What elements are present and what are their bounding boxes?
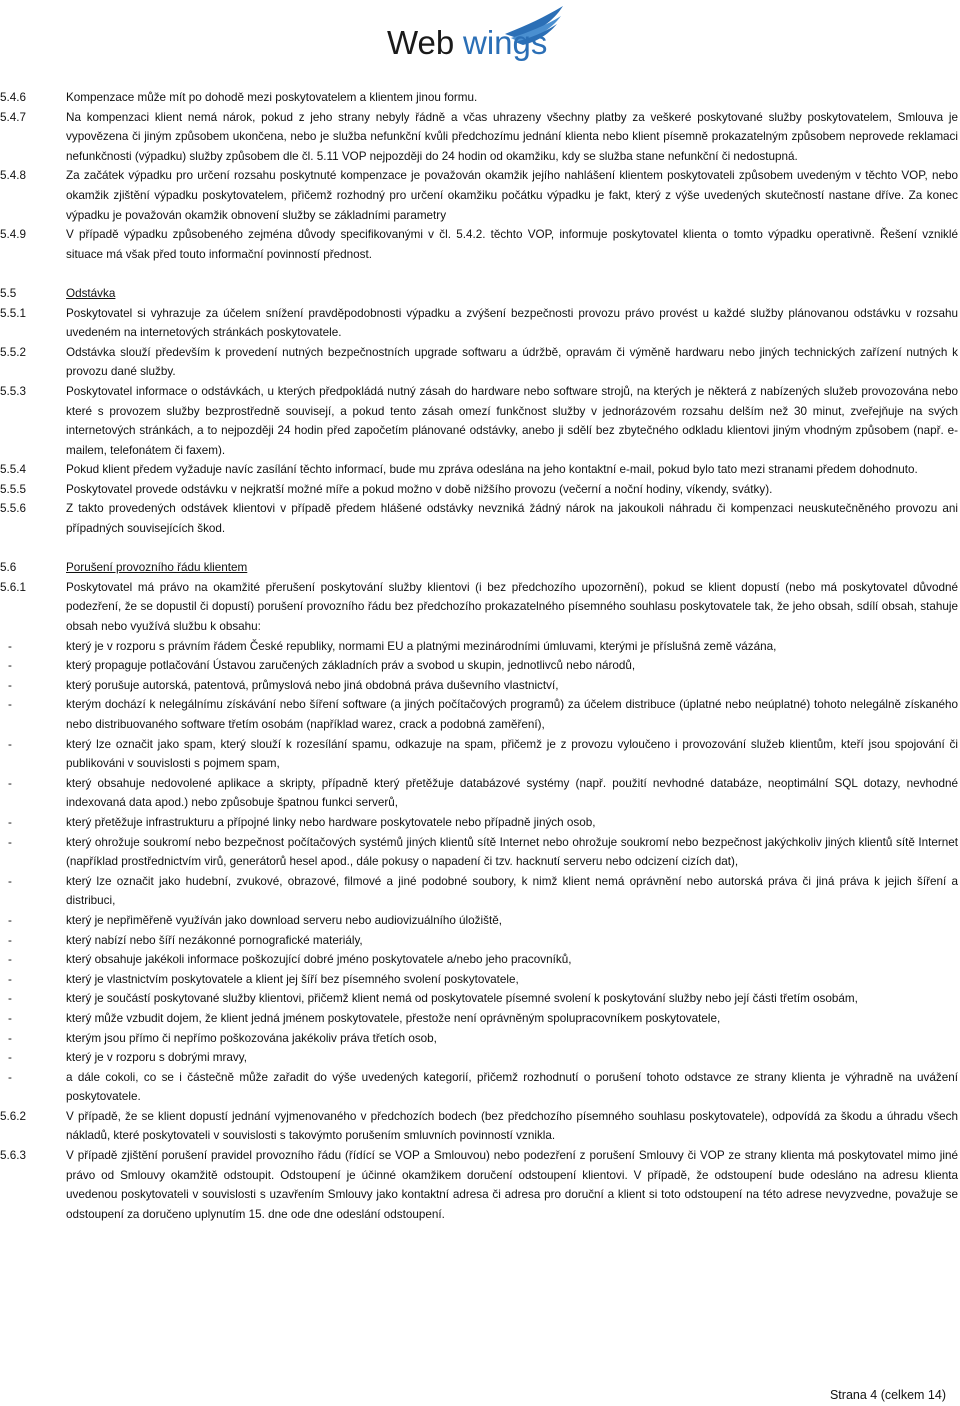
clause-5-5-2 (0, 343, 958, 382)
list-item (0, 911, 958, 931)
bullet-dash: - (8, 678, 12, 692)
list-item-text: který je v rozporu s právním řádem České republiky, normami EU a platnými mezinárodními úmluvami, kterými je příslušná země vázána, (66, 639, 777, 653)
list-item (0, 813, 958, 833)
list-item-text: který je vlastnictvím poskytovatele a klient jej šíří bez písemného svolení poskytovatele, (66, 972, 519, 986)
clause-text: Na kompenzaci klient nemá nárok, pokud z jeho strany nebyly řádně a včas uhrazeny všechny platby za veškeré poskytované služby poskytovatelem, Smlouva je vypovězena či jiným způsobem ukončena, nebo je služba nefunkční kvůli předchozímu jednání klienta nebo klient písemně prokazatelným způsobem neprovede reklamaci nefunkčnosti (výpadku) služby způsobem dle čl. 5.11 VOP nejpozději do 24 hodin od okamžiku, kdy se služba stane nefunkční či nedostupná. (66, 110, 958, 163)
section-number: 5.6 (0, 561, 17, 575)
webwings-logo-image (385, 4, 575, 64)
clause-text: Poskytovatel si vyhrazuje za účelem snížení pravděpodobnosti výpadku a zvýšení bezpečnosti provozu právo provést u každé služby plánovanou odstávku v rozsahu uvedeném na internetových stránkách poskytovatele. (66, 306, 958, 340)
clause-number: 5.5.5 (0, 482, 26, 496)
list-item-text: kterým jsou přímo či nepřímo poškozována jakékoliv práva třetích osob, (66, 1031, 437, 1045)
list-item (0, 931, 958, 951)
bullet-dash: - (8, 737, 12, 751)
bullet-dash: - (8, 776, 12, 790)
clause-number: 5.4.8 (0, 169, 26, 183)
list-item (0, 970, 958, 990)
clause-number: 5.5.6 (0, 502, 26, 516)
section-gap (0, 264, 958, 284)
list-item (0, 1048, 958, 1068)
list-item (0, 872, 958, 911)
clause-number: 5.5.4 (0, 463, 26, 477)
clause-text: V případě zjištění porušení pravidel provozního řádu (řídící se VOP a Smlouvou) nebo podezření z porušení Smlouvy či VOP ze strany klienta má poskytovatel mimo jiné právo od Smlouvy okamžitě odstoupit. Odstoupení je účinné okamžikem doručení odstoupení klientovi. V případě, že odstoupení bude odesláno na adresu klienta uvedenou poskytovateli v souvislosti s uzavřením Smlouvy jako kontaktní adresa či adresa pro doruční a klient si toto odstoupení na této adrese nevyzvedne, považuje se odstoupení za doručeno uplynutím 15. dne ode dne odeslání odstoupení. (66, 1149, 958, 1221)
list-item-text: který je nepřiměřeně využíván jako download serveru nebo audiovizuálního úložiště, (66, 913, 502, 927)
bullet-dash: - (8, 1051, 12, 1065)
list-item-text: který lze označit jako spam, který slouží k rozesílání spamu, odkazuje na spam, přičemž je z provozu vyloučeno i provozování služeb klientům, kteří jsou spojování či publikováni v souvislosti s pojmem spam, (66, 737, 958, 771)
clause-5-6-1 (0, 578, 958, 637)
clause-5-5-6 (0, 499, 958, 538)
clause-5-4-6 (0, 88, 958, 108)
list-item-text: který může vzbudit dojem, že klient jedná jménem poskytovatele, přestože není oprávněným spolupracovníkem poskytovatele, (66, 1011, 721, 1025)
list-item (0, 637, 958, 657)
bullet-dash: - (8, 874, 12, 888)
clause-number: 5.4.7 (0, 110, 26, 124)
list-item-text: a dále cokoli, co se i částečně může zařadit do výše uvedených kategorií, přičemž rozhodnutí o porušení tohoto odstavce ze strany klienta je výhradně na uvážení poskytovatele. (66, 1070, 958, 1104)
clause-text: Poskytovatel informace o odstávkách, u kterých předpokládá nutný zásah do hardware nebo software strojů, na kterých je některá z nabízených služeb provozována nebo které s provozem služby bezprostředně souvisejí, a pokud tento zásah omezí funkčnost služby v jednorázovém rozsahu delším než 30 minut, zveřejňuje na svých internetových stránkách, a to nejpozději 24 hodin před započetím plánované odstávky, anebo ji sdělí bez zbytečného odkladu klientovi jiným vhodným způsobem (např. e-mailem, telefonátem či faxem). (66, 384, 958, 457)
list-item (0, 1029, 958, 1049)
bullet-dash: - (8, 835, 12, 849)
svg-text:wings: wings (463, 24, 548, 61)
list-item (0, 950, 958, 970)
bullet-dash: - (8, 953, 12, 967)
clause-text: Za začátek výpadku pro určení rozsahu poskytnuté kompenzace je považován okamžik jejího nahlášení klientem poskytovateli způsobem uvedeným v těchto VOP, nebo okamžik zjištění výpadku poskytovatelem, přičemž rozhodný pro určení okamžiku počátku výpadku je fakt, který z výše uvedených skutečností nastane dříve. Za konec výpadku je považován okamžik obnovení služby se základními parametry (66, 169, 958, 222)
list-item-text: který přetěžuje infrastrukturu a přípojné linky nebo hardware poskytovatele nebo případně jiných osob, (66, 815, 596, 829)
clause-text: V případě výpadku způsobeného zejména důvody specifikovanými v čl. 5.4.2. těchto VOP, informuje poskytovatel klienta o tomto výpadku operativně. Řešení vzniklé situace má však před touto informační povinností přednost. (66, 228, 958, 261)
clause-text: Pokud klient předem vyžaduje navíc zasílání těchto informací, bude mu zpráva odeslána na jeho kontaktní e-mail, pokud bylo tato mezi stranami předem dohodnuto. (66, 463, 918, 477)
bullet-dash: - (8, 698, 12, 712)
clause-number: 5.4.6 (0, 91, 26, 104)
list-item-text: který porušuje autorská, patentová, průmyslová nebo jiná obdobná práva duševního vlastnictví, (66, 678, 559, 692)
list-item-text: který lze označit jako hudební, zvukové, obrazové, filmové a jiné podobné soubory, k nimž klient nemá oprávnění nebo autorská práva či jiná práva k jejich šíření a distribuci, (66, 874, 958, 908)
document-body (0, 88, 958, 1224)
list-item (0, 774, 958, 813)
list-item-text: který obsahuje jakékoli informace poškozující dobré jméno poskytovatele a/nebo jeho pracovníků, (66, 953, 572, 967)
list-item-text: který je v rozporu s dobrými mravy, (66, 1051, 247, 1065)
section-gap (0, 539, 958, 559)
section-heading-5-6 (0, 558, 958, 578)
clause-number: 5.5.1 (0, 306, 26, 320)
list-item-text: který obsahuje nedovolené aplikace a skripty, případně který přetěžuje databázové systémy (např. použití nevhodné databáze, neoptimální SQL dotazy, nevhodné indexovaná data apod.) nebo způsobuje špatnou funkci serverů, (66, 776, 958, 810)
clause-5-4-9 (0, 225, 958, 264)
list-item (0, 695, 958, 734)
bullet-dash: - (8, 913, 12, 927)
clause-text: Odstávka slouží především k provedení nutných bezpečnostních upgrade softwaru a údržbě, opravám či výměně hardwaru nebo jiných technických zařízení nutných k provozu dané služby. (66, 345, 958, 379)
clause-number: 5.4.9 (0, 228, 26, 242)
list-item-text: který propaguje potlačování Ústavou zaručených základních práv a svobod u skupin, jednotlivců nebo národů, (66, 659, 636, 673)
clause-text: Kompenzace může mít po dohodě mezi poskytovatelem a klientem jinou formu. (66, 91, 478, 104)
clause-text: Poskytovatel má právo na okamžité přerušení poskytování služby klientovi (i bez předchozího upozornění), pokud se klient dopustí (nebo má poskytovatel důvodné podezření, že se dopustil či dopustí) porušení provozního řádu bez předchozího prokazatelného písemného souhlasu poskytovatele tak, že jeho obsah, sdílí obsah, stahuje obsah nebo využívá službu k obsahu: (66, 580, 958, 634)
clause-number: 5.6.3 (0, 1149, 26, 1163)
clause-5-4-8 (0, 166, 958, 225)
page-number: Strana 4 (celkem 14) (829, 1388, 946, 1402)
clause-text: Z takto provedených odstávek klientovi v případě předem hlášené odstávky nevzniká žádný nárok na jakoukoli náhradu či kompenzaci neuskutečněného provozu ani případných souvisejících škod. (66, 502, 958, 536)
list-item (0, 656, 958, 676)
bullet-dash: - (8, 639, 12, 653)
clause-5-5-1 (0, 304, 958, 343)
svg-text:Web: Web (387, 24, 455, 61)
section-title: Odstávka (66, 286, 116, 300)
clause-5-5-4 (0, 460, 958, 480)
clause-5-5-3 (0, 382, 958, 460)
clause-number: 5.5.3 (0, 384, 26, 398)
webwings-logo (385, 4, 575, 64)
section-number: 5.5 (0, 286, 17, 300)
list-item (0, 833, 958, 872)
clause-5-5-5 (0, 480, 958, 500)
list-item-text: který ohrožuje soukromí nebo bezpečnost počítačových systémů jiných klientů sítě Internet nebo ohrožuje soukromí nebo bezpečnost jakýchkoliv jiných klientů sítě Internet (například prostřednictvím virů, generátorů hesel apod., dále pokusy o napadení či tzv. hacknutí serveru nebo odcizení cizích dat), (66, 835, 958, 869)
bullet-dash: - (8, 972, 12, 986)
prohibited-content-list (0, 637, 958, 1107)
list-item (0, 676, 958, 696)
clause-number: 5.6.2 (0, 1109, 26, 1123)
bullet-dash: - (8, 933, 12, 947)
clause-5-6-3 (0, 1146, 958, 1224)
section-heading-5-5 (0, 284, 958, 304)
clause-5-4-7 (0, 108, 958, 167)
list-item (0, 1068, 958, 1107)
bullet-dash: - (8, 1011, 12, 1025)
bullet-dash: - (8, 1070, 12, 1084)
list-item-text: kterým dochází k nelegálnímu získávání nebo šíření software (a jiných počítačových programů) za účelem distribuce (úplatné nebo neúplatné) tohoto nelegálně získaného nebo distribuovaného software třetím osobám (například warez, crack a podobná zaměření), (66, 698, 958, 731)
list-item-text: který nabízí nebo šíří nezákonné pornografické materiály, (66, 933, 363, 947)
clause-number: 5.5.2 (0, 345, 26, 359)
clause-number: 5.6.1 (0, 580, 26, 594)
list-item (0, 989, 958, 1009)
list-item-text: který je součástí poskytované služby klientovi, přičemž klient nemá od poskytovatele písemné svolení k poskytování služby nebo její části třetím osobám, (66, 992, 858, 1006)
bullet-dash: - (8, 992, 12, 1006)
list-item (0, 735, 958, 774)
bullet-dash: - (8, 815, 12, 829)
bullet-dash: - (8, 659, 12, 673)
list-item (0, 1009, 958, 1029)
clause-text: Poskytovatel provede odstávku v nejkratší možné míře a pokud možno v době nižšího provozu (večerní a noční hodiny, víkendy, svátky). (66, 482, 773, 496)
section-title: Porušení provozního řádu klientem (66, 561, 248, 575)
clause-5-6-2 (0, 1107, 958, 1146)
bullet-dash: - (8, 1031, 12, 1045)
clause-text: V případě, že se klient dopustí jednání vyjmenovaného v předchozích bodech (bez předchozího písemného souhlasu poskytovatele), odpovídá za škodu a úhradu všech nákladů, které poskytovateli v souvislosti s takovýmto porušením smluvních povinností vznikla. (66, 1109, 958, 1143)
